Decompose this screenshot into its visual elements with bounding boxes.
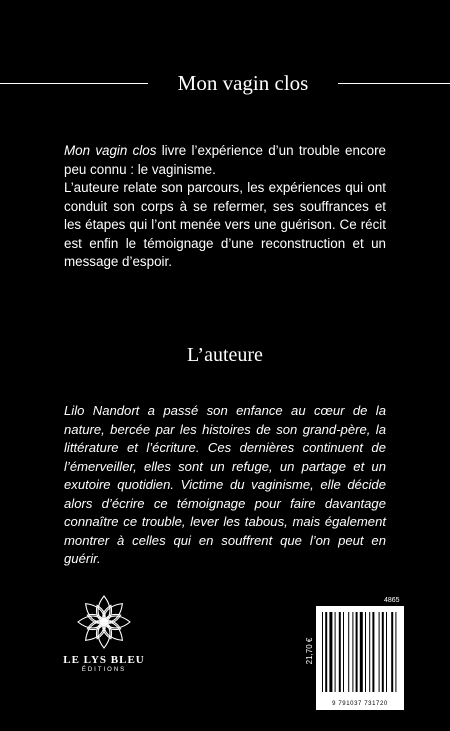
barcode-bar bbox=[372, 612, 374, 692]
blurb-paragraph-2: L’auteure relate son parcours, les expériences qui ont conduit son corps à se refermer, ses souffrances et les étapes qui l’ont menée vers une guérison. Ce récit est enfin le témoignage d’une reconstruction et un message d’espoir. bbox=[64, 180, 386, 269]
blurb-paragraph-1 bbox=[64, 142, 386, 179]
barcode-bar bbox=[391, 612, 393, 692]
barcode-bar bbox=[360, 612, 363, 692]
author-heading: L’auteure bbox=[187, 344, 263, 366]
barcode-bar bbox=[352, 612, 353, 692]
barcode-bar bbox=[395, 612, 396, 692]
barcode-bar bbox=[348, 612, 349, 692]
barcode-bar bbox=[382, 612, 384, 692]
blurb-line1-rest: livre l’expérience d’un trouble encore peu connu : le vaginisme. bbox=[64, 143, 386, 177]
barcode-bar bbox=[325, 612, 327, 692]
publisher-logo bbox=[56, 594, 152, 704]
barcode-bar bbox=[322, 612, 323, 692]
barcode-bar bbox=[369, 612, 370, 692]
barcode-bars bbox=[320, 610, 400, 696]
barcode-bar bbox=[386, 612, 387, 692]
book-title: Mon vagin clos bbox=[148, 68, 338, 98]
author-bio: Lilo Nandort a passé son enfance au cœur de la nature, bercée par les histoires de son grand-père, la littérature et l’écriture. Ces dernières continuent de l’émerveiller, elles sont un refuge, un partage et un exutoire quotidien. Victime du vaginisme, elle décide alors d’écrire ce témoignage pour faire davantage connaître ce trouble, lever les tabous, mais également montrer à celles qui en souffrent que l’on peut en guérir. bbox=[64, 403, 386, 566]
barcode-bar bbox=[379, 612, 380, 692]
blurb-title-italic: Mon vagin clos bbox=[64, 143, 157, 158]
barcode bbox=[316, 606, 404, 710]
publisher-name: LE LYS BLEU bbox=[63, 654, 145, 666]
barcode-bar bbox=[343, 612, 344, 692]
lotus-flower-icon bbox=[76, 594, 132, 650]
book-blurb bbox=[64, 142, 386, 272]
price-label: 21,70 € bbox=[305, 637, 314, 665]
barcode-bar bbox=[356, 612, 358, 692]
barcode-bar bbox=[329, 612, 332, 692]
barcode-bar bbox=[339, 612, 341, 692]
reference-number: 4865 bbox=[384, 597, 400, 604]
isbn-digits: 9 791037 731720 bbox=[332, 701, 388, 707]
barcode-bar bbox=[335, 612, 336, 692]
publisher-subtitle: ÉDITIONS bbox=[81, 667, 127, 673]
barcode-bar bbox=[365, 612, 366, 692]
